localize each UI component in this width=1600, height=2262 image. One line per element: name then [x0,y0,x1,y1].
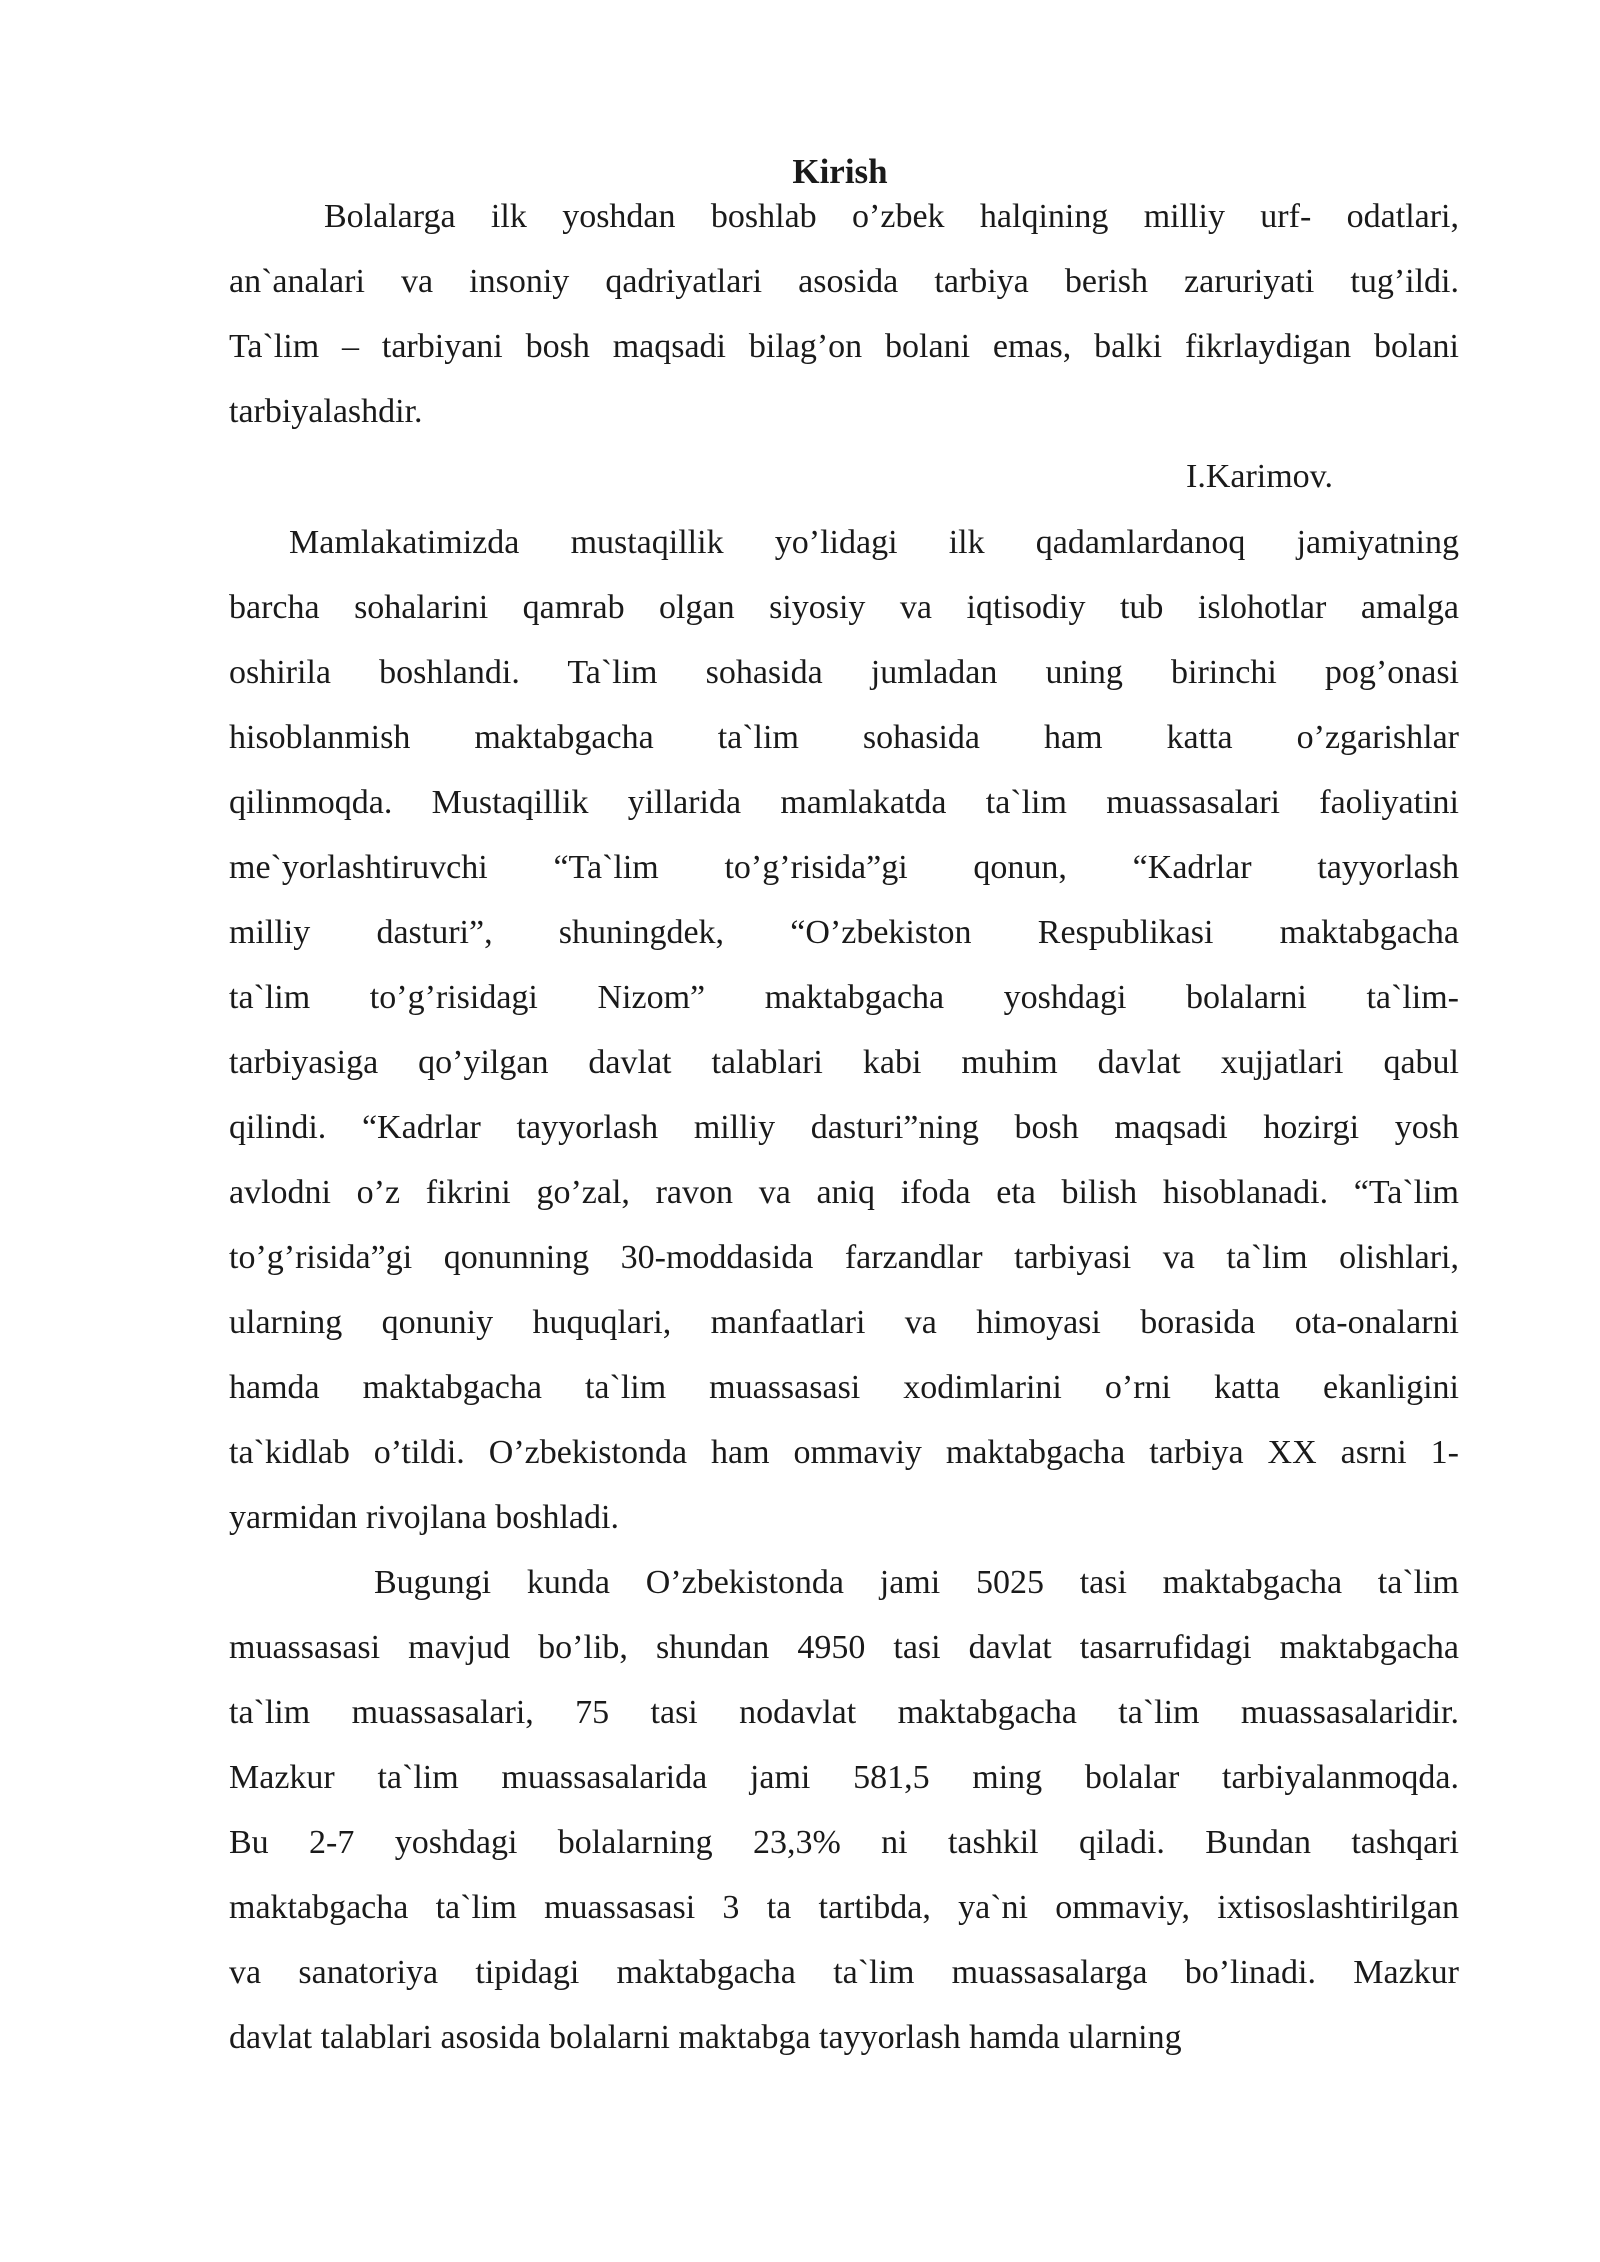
paragraph-line: hamda maktabgacha ta`lim muassasasi xodimlarini o’rni katta ekanligini [229,1369,1459,1406]
paragraph-line: muassasasi mavjud bo’lib, shundan 4950 tasi davlat tasarrufidagi maktabgacha [229,1629,1459,1666]
paragraph-line: ta`lim muassasalari, 75 tasi nodavlat maktabgacha ta`lim muassasalaridir. [229,1694,1459,1731]
paragraph-line: yarmidan rivojlana boshladi. [229,1499,619,1536]
paragraph-line: me`yorlashtiruvchi “Ta`lim to’g’risida”gi qonun, “Kadrlar tayyorlash [229,849,1459,886]
paragraph-line: ta`lim to’g’risidagi Nizom” maktabgacha yoshdagi bolalarni ta`lim- [229,979,1459,1016]
paragraph-line: to’g’risida”gi qonunning 30-moddasida farzandlar tarbiyasi va ta`lim olishlari, [229,1239,1459,1276]
paragraph-line: qilindi. “Kadrlar tayyorlash milliy dasturi”ning bosh maqsadi hozirgi yosh [229,1109,1459,1146]
paragraph-line: tarbiyasiga qo’yilgan davlat talablari kabi muhim davlat xujjatlari qabul [229,1044,1459,1081]
paragraph-line: barcha sohalarini qamrab olgan siyosiy va iqtisodiy tub islohotlar amalga [229,589,1459,626]
page-title: Kirish [792,152,888,191]
paragraph-line: maktabgacha ta`lim muassasasi 3 ta tartibda, ya`ni ommaviy, ixtisoslashtirilgan [229,1889,1459,1926]
paragraph-line: Bu 2-7 yoshdagi bolalarning 23,3% ni tashkil qiladi. Bundan tashqari [229,1824,1459,1861]
paragraph-line: ta`kidlab o’tildi. O’zbekistonda ham ommaviy maktabgacha tarbiya XX asrni 1- [229,1434,1459,1471]
epigraph-line: tarbiyalashdir. [229,393,423,430]
paragraph-line: qilinmoqda. Mustaqillik yillarida mamlakatda ta`lim muassasalari faoliyatini [229,784,1459,821]
paragraph-line: oshirila boshlandi. Ta`lim sohasida jumladan uning birinchi pog’onasi [229,654,1459,691]
epigraph-line: Bolalarga ilk yoshdan boshlab o’zbek halqining milliy urf- odatlari, [324,198,1459,235]
paragraph-line: va sanatoriya tipidagi maktabgacha ta`lim muassasalarga bo’linadi. Mazkur [229,1954,1459,1991]
epigraph-line: Ta`lim – tarbiyani bosh maqsadi bilag’on bolani emas, balki fikrlaydigan bolani [229,328,1459,365]
paragraph-line: Mamlakatimizda mustaqillik yo’lidagi ilk qadamlardanoq jamiyatning [289,524,1459,561]
paragraph-line: ularning qonuniy huquqlari, manfaatlari va himoyasi borasida ota-onalarni [229,1304,1459,1341]
paragraph-line: avlodni o’z fikrini go’zal, ravon va aniq ifoda eta bilish hisoblanadi. “Ta`lim [229,1174,1459,1211]
epigraph-author: I.Karimov. [1186,458,1333,495]
paragraph-line: milliy dasturi”, shuningdek, “O’zbekiston Respublikasi maktabgacha [229,914,1459,951]
paragraph-2 [229,1550,1459,2070]
paragraph-1 [229,510,1459,1550]
paragraph-line: Mazkur ta`lim muassasalarida jami 581,5 ming bolalar tarbiyalanmoqda. [229,1759,1459,1796]
epigraph [229,184,1459,444]
epigraph-line: an`analari va insoniy qadriyatlari asosida tarbiya berish zaruriyati tug’ildi. [229,263,1459,300]
paragraph-line: hisoblanmish maktabgacha ta`lim sohasida ham katta o’zgarishlar [229,719,1459,756]
paragraph-line: Bugungi kunda O’zbekistonda jami 5025 tasi maktabgacha ta`lim [374,1564,1459,1601]
paragraph-line: davlat talablari asosida bolalarni maktabga tayyorlash hamda ularning [229,2019,1182,2056]
